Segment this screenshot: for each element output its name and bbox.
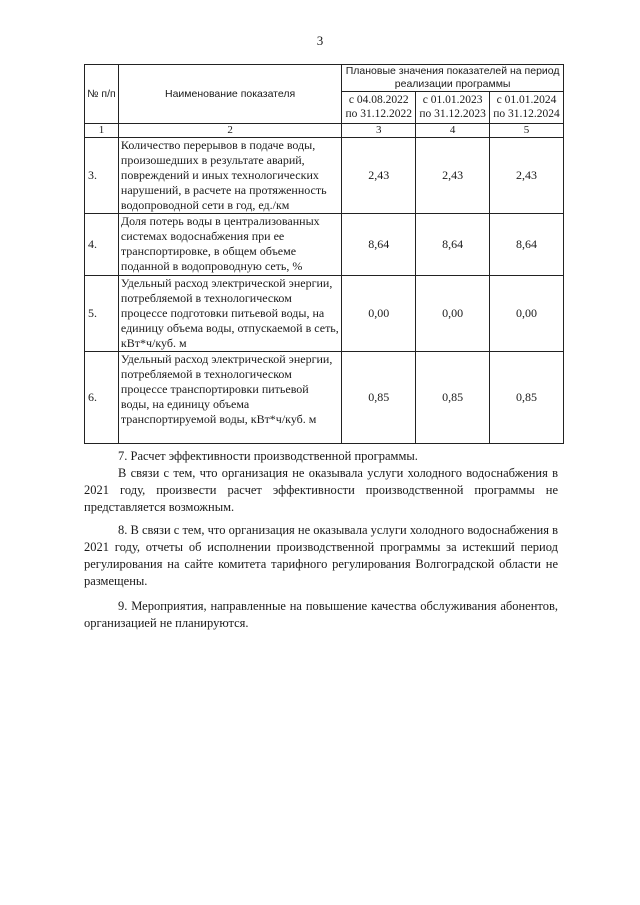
index-cell: 3 <box>342 124 416 138</box>
row-indicator-name: Количество перерывов в подаче воды, произошедших в результате аварий, повреждений и иных технологических нарушений, в расчете на протяженность водопроводной сети в год, ед./км <box>118 138 341 214</box>
row-value: 0,00 <box>416 276 490 352</box>
index-cell: 4 <box>416 124 490 138</box>
page-number: 3 <box>316 33 324 48</box>
row-indicator-name: Удельный расход электрической энергии, потребляемой в технологическом процессе подготовки питьевой воды, на единицу объема воды, отпускаемой в сеть, кВт*ч/куб. м <box>118 276 341 352</box>
table-header-row <box>85 65 564 92</box>
row-value: 8,64 <box>342 214 416 276</box>
section-9-body: 9. Мероприятия, направленные на повышение качества обслуживания абонентов, организацией не планируются. <box>84 599 558 630</box>
header-planned-values: Плановые значения показателей на период реализации программы <box>342 65 564 92</box>
section-7 <box>84 448 558 516</box>
header-period-2022: с 04.08.2022 по 31.12.2022 <box>342 92 416 124</box>
row-value: 0,85 <box>490 352 564 444</box>
row-value: 2,43 <box>416 138 490 214</box>
header-period-2024: с 01.01.2024 по 31.12.2024 <box>490 92 564 124</box>
row-value: 8,64 <box>490 214 564 276</box>
index-cell: 5 <box>490 124 564 138</box>
indicators-table <box>84 64 564 444</box>
row-number: 5. <box>85 276 119 352</box>
index-cell: 1 <box>85 124 119 138</box>
header-period-2023: с 01.01.2023 по 31.12.2023 <box>416 92 490 124</box>
section-8-body: 8. В связи с тем, что организация не оказывала услуги холодного водоснабжения в 2021 году, отчеты об исполнении производственной программы за истекший период регулирования на сайте комитета тарифного регулирования Волгоградской области не размещены. <box>84 523 558 588</box>
section-7-title: 7. Расчет эффективности производственной программы. <box>118 449 418 463</box>
table-row <box>85 352 564 444</box>
index-cell: 2 <box>118 124 341 138</box>
row-indicator-name: Удельный расход электрической энергии, потребляемой в технологическом процессе транспортировки питьевой воды, на единицу объема транспортируемой воды, кВт*ч/куб. м <box>118 352 341 444</box>
table-row <box>85 276 564 352</box>
row-value: 2,43 <box>490 138 564 214</box>
table-row <box>85 214 564 276</box>
header-indicator-name: Наименование показателя <box>118 65 341 124</box>
section-8 <box>84 522 558 590</box>
table-index-row <box>85 124 564 138</box>
table-row <box>85 138 564 214</box>
row-value: 0,85 <box>416 352 490 444</box>
header-num: № п/п <box>85 65 119 124</box>
row-value: 0,00 <box>490 276 564 352</box>
row-number: 6. <box>85 352 119 444</box>
row-value: 0,85 <box>342 352 416 444</box>
row-value: 0,00 <box>342 276 416 352</box>
row-indicator-name: Доля потерь воды в централизованных системах водоснабжения при ее транспортировке, в общем объеме поданной в водопроводную сеть, % <box>118 214 341 276</box>
section-9 <box>84 598 558 632</box>
row-number: 4. <box>85 214 119 276</box>
row-value: 2,43 <box>342 138 416 214</box>
row-value: 8,64 <box>416 214 490 276</box>
row-number: 3. <box>85 138 119 214</box>
section-7-body: В связи с тем, что организация не оказывала услуги холодного водоснабжения в 2021 году, произвести расчет эффективности производственной программы не представляется возможным. <box>84 466 558 514</box>
